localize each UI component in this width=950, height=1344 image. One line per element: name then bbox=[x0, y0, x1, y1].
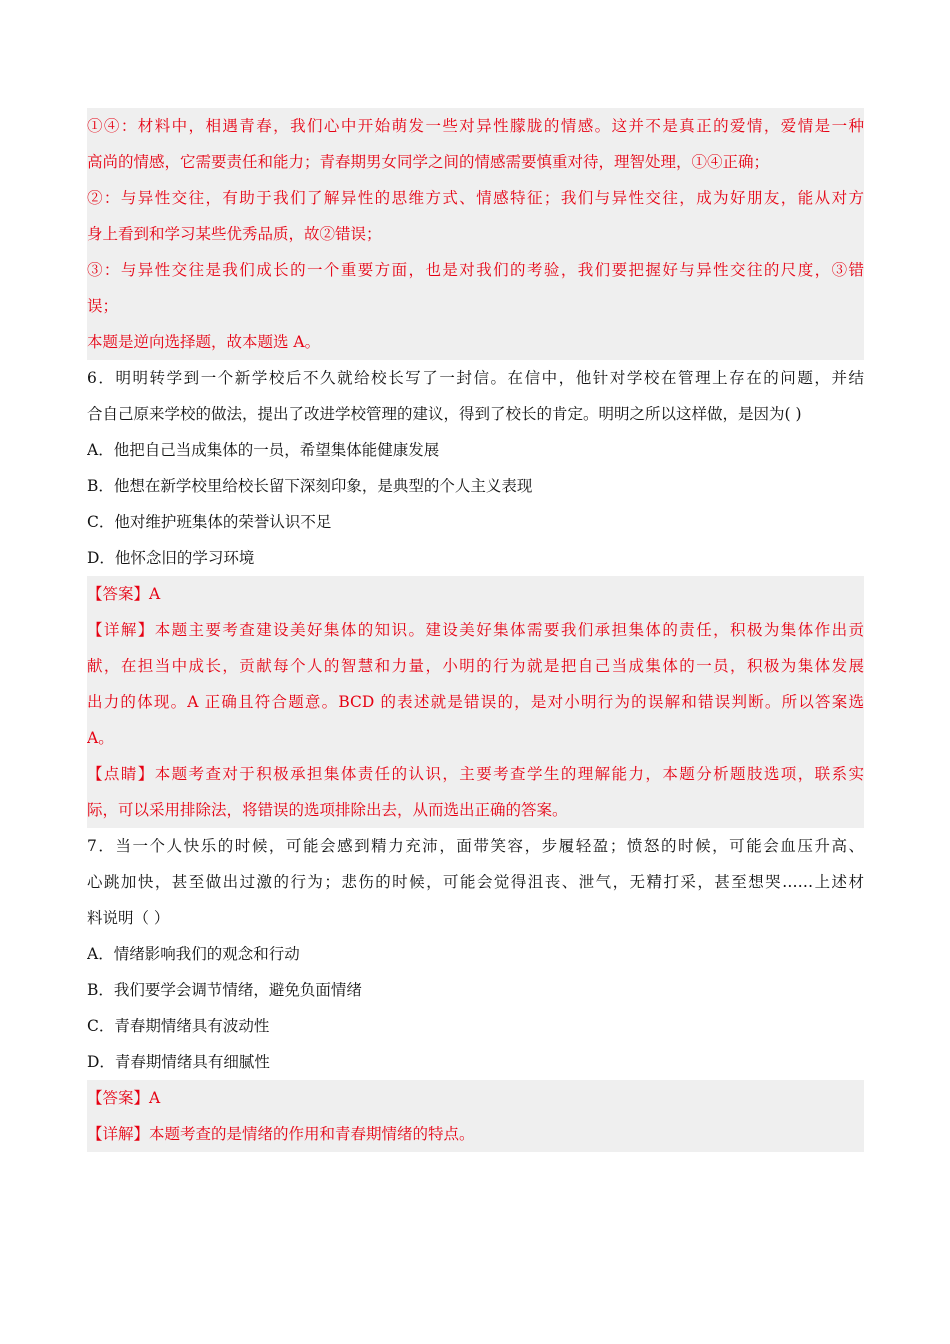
solution-line: 本题是逆向选择题，故本题选 A。 bbox=[87, 333, 321, 351]
tip-line: 际，可以采用排除法，将错误的选项排除出去，从而选出正确的答案。 bbox=[87, 801, 568, 819]
tip-line: 【点睛】本题考查对于积极承担集体责任的认识，主要考查学生的理解能力，本题分析题肢选项，联系实 bbox=[87, 765, 864, 783]
question-stem-line: 7．当一个人快乐的时候，可能会感到精力充沛，面带笑容，步履轻盈；愤怒的时候，可能会血压升高、 bbox=[87, 837, 864, 855]
question-stem-line: 合自己原来学校的做法，提出了改进学校管理的建议，得到了校长的肯定。明明之所以这样做，是因为( ) bbox=[87, 405, 802, 423]
option-c: C．青春期情绪具有波动性 bbox=[87, 1017, 270, 1035]
option-b: B．我们要学会调节情绪，避免负面情绪 bbox=[87, 981, 362, 999]
explain-line: 【详解】本题考查的是情绪的作用和青春期情绪的特点。 bbox=[87, 1125, 475, 1143]
solution-line: ①④：材料中，相遇青春，我们心中开始萌发一些对异性朦胧的情感。这并不是真正的爱情，爱情是一种 bbox=[87, 117, 864, 135]
answer-label: 【答案】A bbox=[87, 585, 161, 603]
answer-label: 【答案】A bbox=[87, 1089, 161, 1107]
option-a: A．情绪影响我们的观念和行动 bbox=[87, 945, 300, 963]
solution-line: 误； bbox=[87, 297, 119, 315]
question-stem-line: 料说明（ ） bbox=[87, 909, 170, 927]
solution-line: ③：与异性交往是我们成长的一个重要方面，也是对我们的考验，我们要把握好与异性交往的尺度，③错 bbox=[87, 261, 864, 279]
document-page bbox=[87, 108, 864, 1152]
solution-line: 高尚的情感，它需要责任和能力；青春期男女同学之间的情感需要慎重对待，理智处理，①④正确； bbox=[87, 153, 770, 171]
question-stem-line: 心跳加快，甚至做出过激的行为；悲伤的时候，可能会觉得沮丧、泄气，无精打采，甚至想哭……上述材 bbox=[87, 873, 864, 891]
option-b: B．他想在新学校里给校长留下深刻印象，是典型的个人主义表现 bbox=[87, 477, 533, 495]
question-6 bbox=[87, 360, 864, 576]
option-d: D．他怀念旧的学习环境 bbox=[87, 549, 255, 567]
explain-line: A。 bbox=[87, 729, 114, 747]
solution-block-q6 bbox=[87, 576, 864, 828]
explain-line: 【详解】本题主要考查建设美好集体的知识。建设美好集体需要我们承担集体的责任，积极为集体作出贡 bbox=[87, 621, 864, 639]
explain-line: 出力的体现。A 正确且符合题意。BCD 的表述就是错误的，是对小明行为的误解和错误判断。所以答案选 bbox=[87, 693, 864, 711]
solution-line: ②：与异性交往，有助于我们了解异性的思维方式、情感特征；我们与异性交往，成为好朋友，能从对方 bbox=[87, 189, 864, 207]
explain-line: 献，在担当中成长，贡献每个人的智慧和力量，小明的行为就是把自己当成集体的一员，积极为集体发展 bbox=[87, 657, 864, 675]
option-c: C．他对维护班集体的荣誉认识不足 bbox=[87, 513, 332, 531]
solution-block-q7 bbox=[87, 1080, 864, 1152]
solution-line: 身上看到和学习某些优秀品质，故②错误； bbox=[87, 225, 382, 243]
question-7 bbox=[87, 828, 864, 1080]
solution-block-q5 bbox=[87, 108, 864, 360]
option-d: D．青春期情绪具有细腻性 bbox=[87, 1053, 270, 1071]
option-a: A．他把自己当成集体的一员，希望集体能健康发展 bbox=[87, 441, 440, 459]
question-stem-line: 6．明明转学到一个新学校后不久就给校长写了一封信。在信中，他针对学校在管理上存在的问题，并结 bbox=[87, 369, 864, 387]
